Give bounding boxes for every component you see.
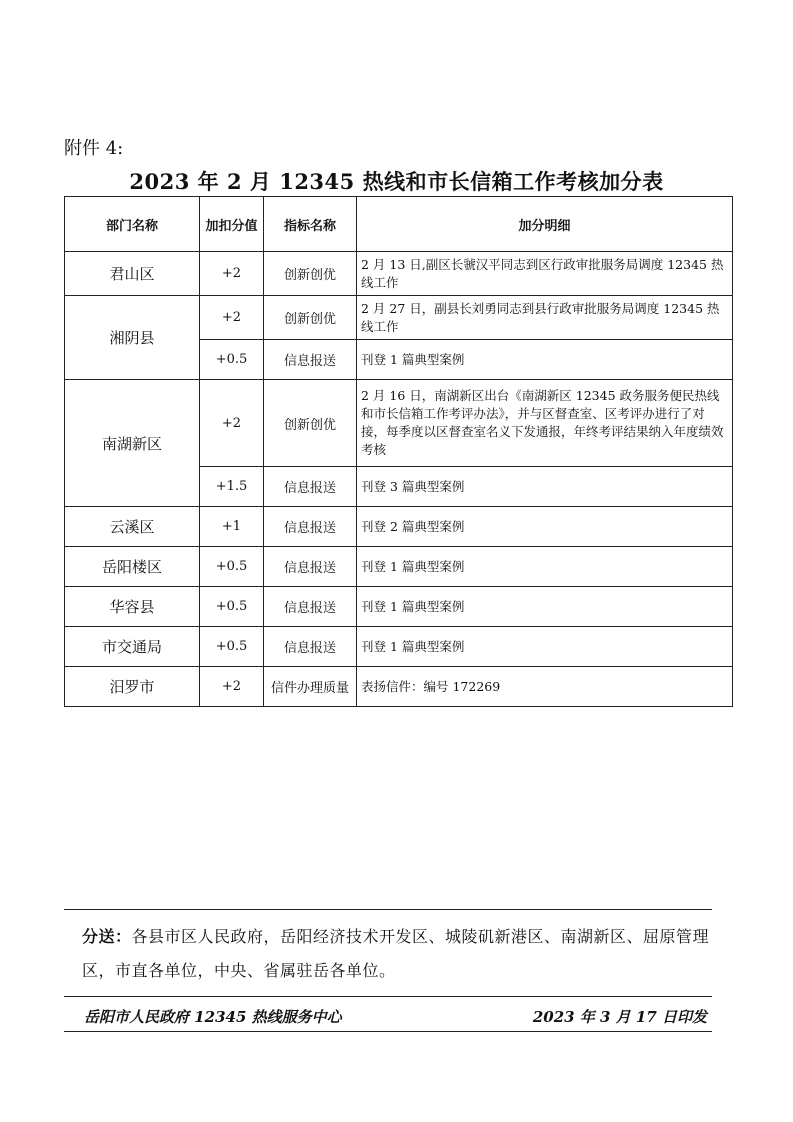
indicator-cell: 创新创优 xyxy=(264,380,357,467)
table-row xyxy=(65,587,733,627)
distribution-text: 各县市区人民政府，岳阳经济技术开发区、城陵矶新港区、南湖新区、屈原管理区，市直各单位，中央、省属驻岳各单位。 xyxy=(82,927,710,980)
score-cell: +2 xyxy=(200,667,264,707)
detail-cell: 刊登 3 篇典型案例 xyxy=(357,467,733,507)
score-cell: +0.5 xyxy=(200,587,264,627)
table-row xyxy=(65,296,733,340)
header-score: 加扣分值 xyxy=(200,197,264,252)
indicator-cell: 信件办理质量 xyxy=(264,667,357,707)
indicator-cell: 信息报送 xyxy=(264,467,357,507)
detail-cell: 2 月 16 日，南湖新区出台《南湖新区 12345 政务服务便民热线和市长信箱工作考评办法》，并与区督查室、区考评办进行了对接，每季度以区督查室名义下发通报，年终考评结果纳入年度绩效考核 xyxy=(357,380,733,467)
score-cell: +2 xyxy=(200,296,264,340)
header-dept: 部门名称 xyxy=(65,197,200,252)
indicator-cell: 信息报送 xyxy=(264,587,357,627)
indicator-cell: 信息报送 xyxy=(264,340,357,380)
detail-cell: 刊登 1 篇典型案例 xyxy=(357,627,733,667)
score-cell: +2 xyxy=(200,252,264,296)
score-cell: +1.5 xyxy=(200,467,264,507)
score-cell: +2 xyxy=(200,380,264,467)
table-row xyxy=(65,252,733,296)
divider-top xyxy=(64,909,712,910)
divider-bottom xyxy=(64,1031,712,1032)
table-row xyxy=(65,627,733,667)
table-row xyxy=(65,507,733,547)
indicator-cell: 创新创优 xyxy=(264,296,357,340)
detail-cell: 表扬信件：编号 172269 xyxy=(357,667,733,707)
table-row xyxy=(65,667,733,707)
dept-cell: 汨罗市 xyxy=(65,667,200,707)
detail-cell: 刊登 1 篇典型案例 xyxy=(357,547,733,587)
dept-cell: 岳阳楼区 xyxy=(65,547,200,587)
issuer: 岳阳市人民政府 12345 热线服务中心 xyxy=(84,1008,342,1026)
distribution-block xyxy=(82,920,722,988)
score-table xyxy=(64,196,733,707)
score-cell: +0.5 xyxy=(200,340,264,380)
header-indicator: 指标名称 xyxy=(264,197,357,252)
dept-cell: 君山区 xyxy=(65,252,200,296)
table-header-row xyxy=(65,197,733,252)
page-title: 2023 年 2 月 12345 热线和市长信箱工作考核加分表 xyxy=(129,169,664,194)
table-row xyxy=(65,547,733,587)
header-detail: 加分明细 xyxy=(357,197,733,252)
issue-date: 2023 年 3 月 17 日印发 xyxy=(532,1008,707,1026)
indicator-cell: 信息报送 xyxy=(264,627,357,667)
dept-cell: 南湖新区 xyxy=(65,380,200,507)
indicator-cell: 创新创优 xyxy=(264,252,357,296)
distribution-label: 分送： xyxy=(82,927,132,946)
divider-middle xyxy=(64,996,712,997)
score-cell: +0.5 xyxy=(200,627,264,667)
dept-cell: 华容县 xyxy=(65,587,200,627)
table-row xyxy=(65,380,733,467)
dept-cell: 市交通局 xyxy=(65,627,200,667)
indicator-cell: 信息报送 xyxy=(264,507,357,547)
indicator-cell: 信息报送 xyxy=(264,547,357,587)
score-cell: +0.5 xyxy=(200,547,264,587)
detail-cell: 刊登 2 篇典型案例 xyxy=(357,507,733,547)
detail-cell: 刊登 1 篇典型案例 xyxy=(357,587,733,627)
attachment-label: 附件 4: xyxy=(64,138,124,159)
score-cell: +1 xyxy=(200,507,264,547)
detail-cell: 2 月 13 日,副区长虢汉平同志到区行政审批服务局调度 12345 热线工作 xyxy=(357,252,733,296)
dept-cell: 云溪区 xyxy=(65,507,200,547)
dept-cell: 湘阴县 xyxy=(65,296,200,380)
detail-cell: 2 月 27 日，副县长刘勇同志到县行政审批服务局调度 12345 热线工作 xyxy=(357,296,733,340)
detail-cell: 刊登 1 篇典型案例 xyxy=(357,340,733,380)
